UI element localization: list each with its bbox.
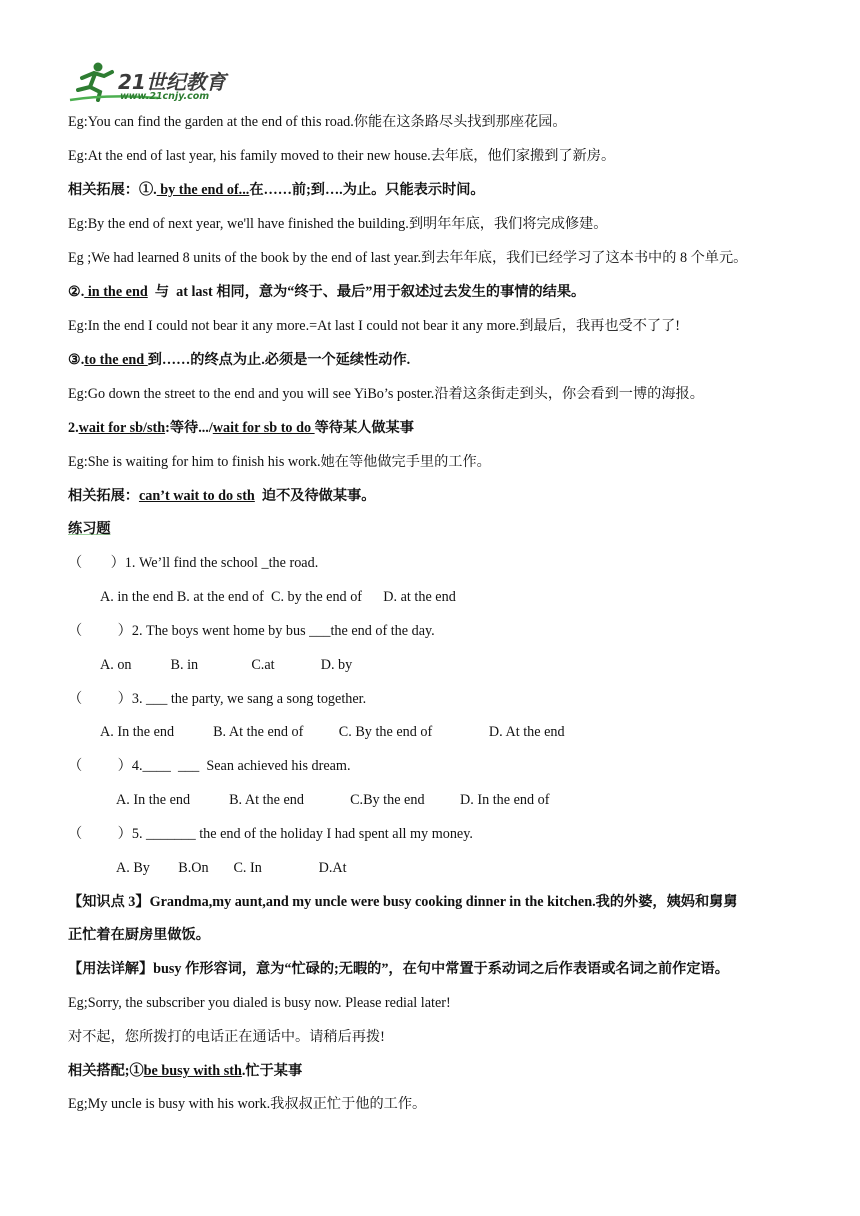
example-sentence: Eg;Sorry, the subscriber you dialed is busy now. Please redial later! xyxy=(68,995,451,1011)
question-options: A. on B. in C.at D. by xyxy=(100,657,353,673)
logo-url: www.21cnjy.com xyxy=(120,91,210,102)
question-options: A. in the end B. at the end of C. by the end of D. at the end xyxy=(100,589,456,605)
point-heading xyxy=(68,418,820,438)
related-extension xyxy=(68,350,820,370)
key-phrase: can’t wait to do sth xyxy=(138,488,255,504)
question: （ ）4.____ ___ Sean achieved his dream. xyxy=(68,758,351,774)
question-options: A. By B.On C. In D.At xyxy=(116,860,347,876)
usage-explanation: 【用法详解】busy 作形容词，意为“忙碌的;无暇的”，在句中常置于系动词之后作表语或名词之前作定语。 xyxy=(68,961,729,977)
example-sentence: Eg:At the end of last year, his family moved to their new house.去年底，他们家搬到了新房。 xyxy=(68,148,616,164)
key-phrase: in the end xyxy=(84,284,148,300)
text: 相关搭配;① xyxy=(68,1063,144,1079)
question-options: A. In the end B. At the end of C. By the end of D. At the end xyxy=(100,724,565,740)
text: 相关拓展： xyxy=(68,488,139,504)
practice-heading xyxy=(68,519,820,539)
key-phrase: to the end xyxy=(84,352,148,368)
text: 在……前;到….为止。只能表示时间。 xyxy=(249,182,485,198)
knowledge-point-heading: 正忙着在厨房里做饭。 xyxy=(68,927,210,943)
knowledge-point-heading: 【知识点 3】Grandma,my aunt,and my uncle were busy cooking dinner in the kitchen.我的外婆，姨妈和舅舅 xyxy=(68,894,738,910)
text: .忙于某事 xyxy=(241,1063,303,1079)
text: ③. xyxy=(68,352,85,368)
related-extension xyxy=(68,282,820,302)
example-sentence: Eg:In the end I could not bear it any more.=At last I could not bear it any more.到最后，我再也受不了了! xyxy=(68,318,681,334)
question: （ ）2. The boys went home by bus ___the end of the day. xyxy=(68,623,435,639)
key-phrase: be busy with sth xyxy=(143,1063,242,1079)
example-sentence: Eg:You can find the garden at the end of this road.你能在这条路尽头找到那座花园。 xyxy=(68,114,567,130)
text: 与 at last 相同，意为“终于、最后”用于叙述过去发生的事情的结果。 xyxy=(147,284,586,300)
translation: 对不起，您所拨打的电话正在通话中。请稍后再拨! xyxy=(68,1029,385,1045)
text: 2. xyxy=(68,420,79,436)
text: ②. xyxy=(68,284,85,300)
site-logo xyxy=(68,60,233,106)
collocation xyxy=(68,1061,820,1081)
question: （ ）1. We’ll find the school _the road. xyxy=(68,555,319,571)
text: 迫不及待做某事。 xyxy=(254,488,376,504)
example-sentence: Eg:Go down the street to the end and you will see YiBo’s poster.沿着这条街走到头，你会看到一博的海报。 xyxy=(68,386,704,402)
example-sentence: Eg ;We had learned 8 units of the book by the end of last year.到去年年底，我们已经学习了这本书中的 8 个单元。 xyxy=(68,250,748,266)
logo-title: 21世纪教育 xyxy=(118,70,226,94)
practice-title: 练习题 xyxy=(68,521,111,537)
text: :等待.../ xyxy=(165,420,213,436)
question: （ ）5. _______ the end of the holiday I had spent all my money. xyxy=(68,826,473,842)
key-phrase: wait for sb to do xyxy=(212,420,315,436)
example-sentence: Eg:By the end of next year, we'll have finished the building.到明年年底，我们将完成修建。 xyxy=(68,216,608,232)
example-sentence: Eg:She is waiting for him to finish his work.她在等他做完手里的工作。 xyxy=(68,454,491,470)
related-extension xyxy=(68,180,820,200)
text: 到……的终点为止.必须是一个延续性动作. xyxy=(147,352,411,368)
key-phrase: wait for sb/sth xyxy=(78,420,166,436)
example-sentence: Eg;My uncle is busy with his work.我叔叔正忙于他的工作。 xyxy=(68,1096,427,1112)
key-phrase: by the end of... xyxy=(156,182,250,198)
text: 相关拓展：①. xyxy=(68,182,157,198)
text: 等待某人做某事 xyxy=(314,420,414,436)
question-options: A. In the end B. At the end C.By the end D. In the end of xyxy=(116,792,550,808)
question: （ ）3. ___ the party, we sang a song together. xyxy=(68,691,367,707)
related-extension xyxy=(68,486,820,506)
